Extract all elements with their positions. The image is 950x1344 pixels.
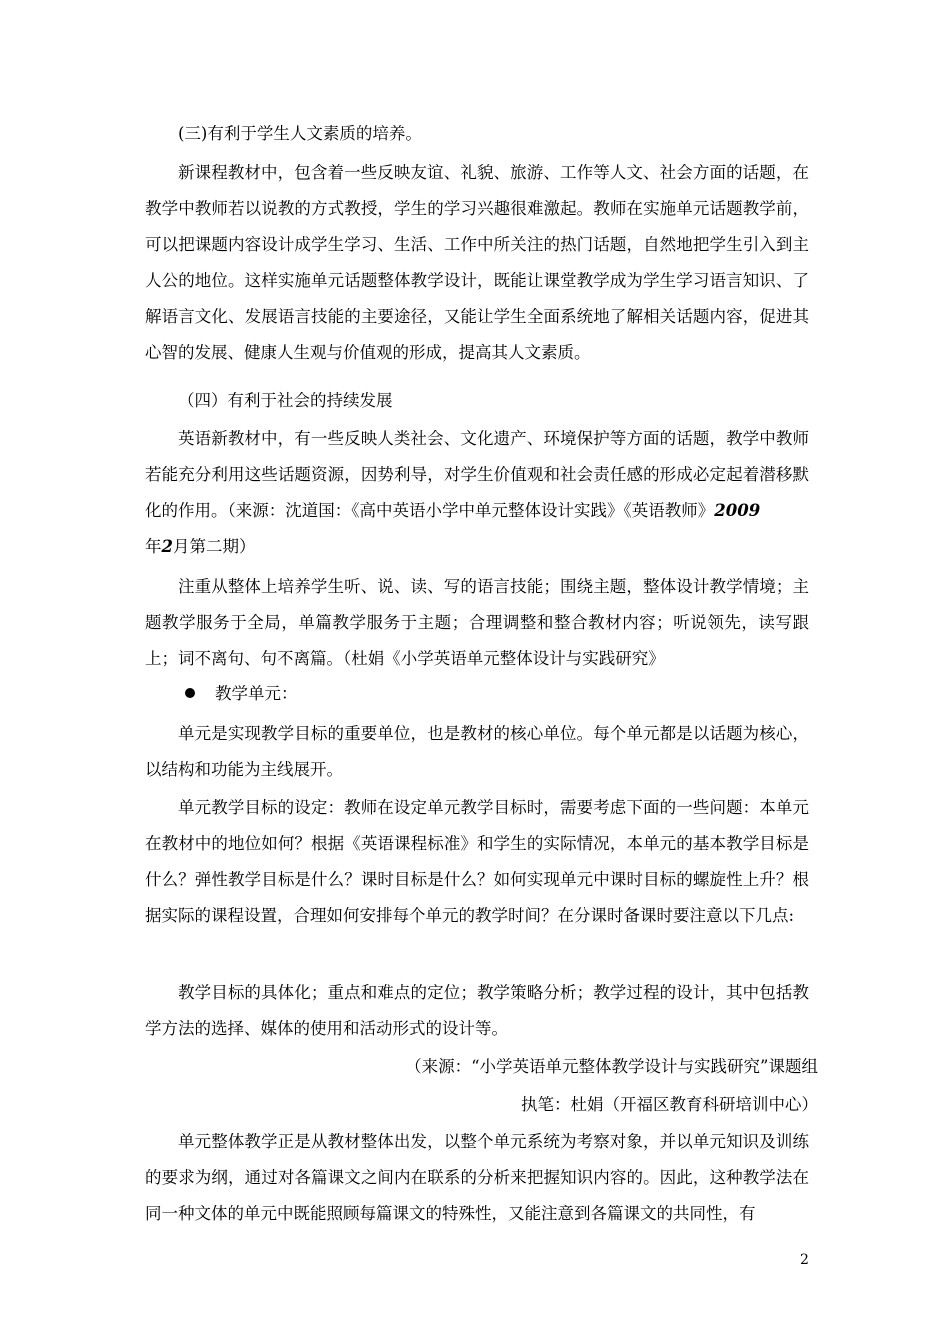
section-4-body-text: 英语新教材中，有一些反映人类社会、文化遗产、环境保护等方面的话题，教学中教师若能充分利用这些话题资源，因势利导，对学生价值观和社会责任感的形成必定起着潜移默化的作用。（来源：沈道国：《高中英语小学中单元整体设计实践》《英语教师》 — [145, 429, 809, 520]
section-4-body — [145, 421, 809, 565]
teaching-unit-bullet — [185, 676, 298, 712]
section-3-body: 新课程教材中，包含着一些反映友谊、礼貌、旅游、工作等人文、社会方面的话题，在教学中教师若以说教的方式教授，学生的学习兴趣很难激起。教师在实施单元话题教学前，可以把课题内容设计成学生学习、生活、工作中所关注的热门话题，自然地把学生引入到主人公的地位。这样实施单元话题整体教学设计，既能让课堂教学成为学生学习语言知识、了解语言文化、发展语言技能的主要途径，又能让学生全面系统地了解相关话题内容，促进其心智的发展、健康人生观与价值观的形成，提高其人文素质。 — [145, 163, 809, 362]
unit-definition-paragraph: 单元是实现教学目标的重要单位，也是教材的核心单位。每个单元都是以话题为核心，以结构和功能为主线展开。 — [145, 724, 809, 779]
design-points-paragraph: 教学目标的具体化；重点和难点的定位；教学策略分析；教学过程的设计，其中包括教学方法的选择、媒体的使用和活动形式的设计等。 — [145, 983, 809, 1038]
source-line-1: （来源：“小学英语单元整体教学设计与实践研究”课题组 — [405, 1057, 818, 1076]
principles-paragraph: 注重从整体上培养学生听、说、读、写的语言技能；围绕主题，整体设计教学情境；主题教学服务于全局，单篇教学服务于主题；合理调整和整合教材内容；听说领先，读写跟上；词不离句、句不离篇。（杜娟《小学英语单元整体设计与实践研究》 — [145, 577, 809, 668]
section-4-heading: （四）有利于社会的持续发展 — [178, 391, 393, 410]
citation-month: 2 — [161, 537, 173, 556]
source-line-2: 执笔：杜娟（开福区教育科研培训中心） — [521, 1095, 818, 1114]
unit-goals-paragraph: 单元教学目标的设定：教师在设定单元教学目标时，需要考虑下面的一些问题：本单元在教材中的地位如何？根据《英语课程标准》和学生的实际情况，本单元的基本教学目标是什么？弹性教学目标是什么？课时目标是什么？如何实现单元中课时目标的螺旋性上升？根据实际的课程设置，合理如何安排每个单元的教学时间？在分课时备课时要注意以下几点: — [145, 798, 809, 925]
bullet-dot-icon — [185, 688, 195, 698]
citation-issue: 月第二期） — [172, 537, 256, 556]
citation-year-suffix: 年 — [145, 537, 162, 556]
page-number: 2 — [800, 1252, 809, 1268]
citation-year: 2009 — [714, 501, 761, 520]
section-3-heading: (三)有利于学生人文素质的培养。 — [178, 124, 422, 143]
closing-paragraph: 单元整体教学正是从教材整体出发，以整个单元系统为考察对象，并以单元知识及训练的要求为纲，通过对各篇课文之间内在联系的分析来把握知识内容的。因此，这种教学法在同一种文体的单元中既能照顾每篇课文的特殊性，又能注意到各篇课文的共同性，有 — [145, 1132, 809, 1223]
teaching-unit-title: 教学单元： — [215, 684, 298, 703]
